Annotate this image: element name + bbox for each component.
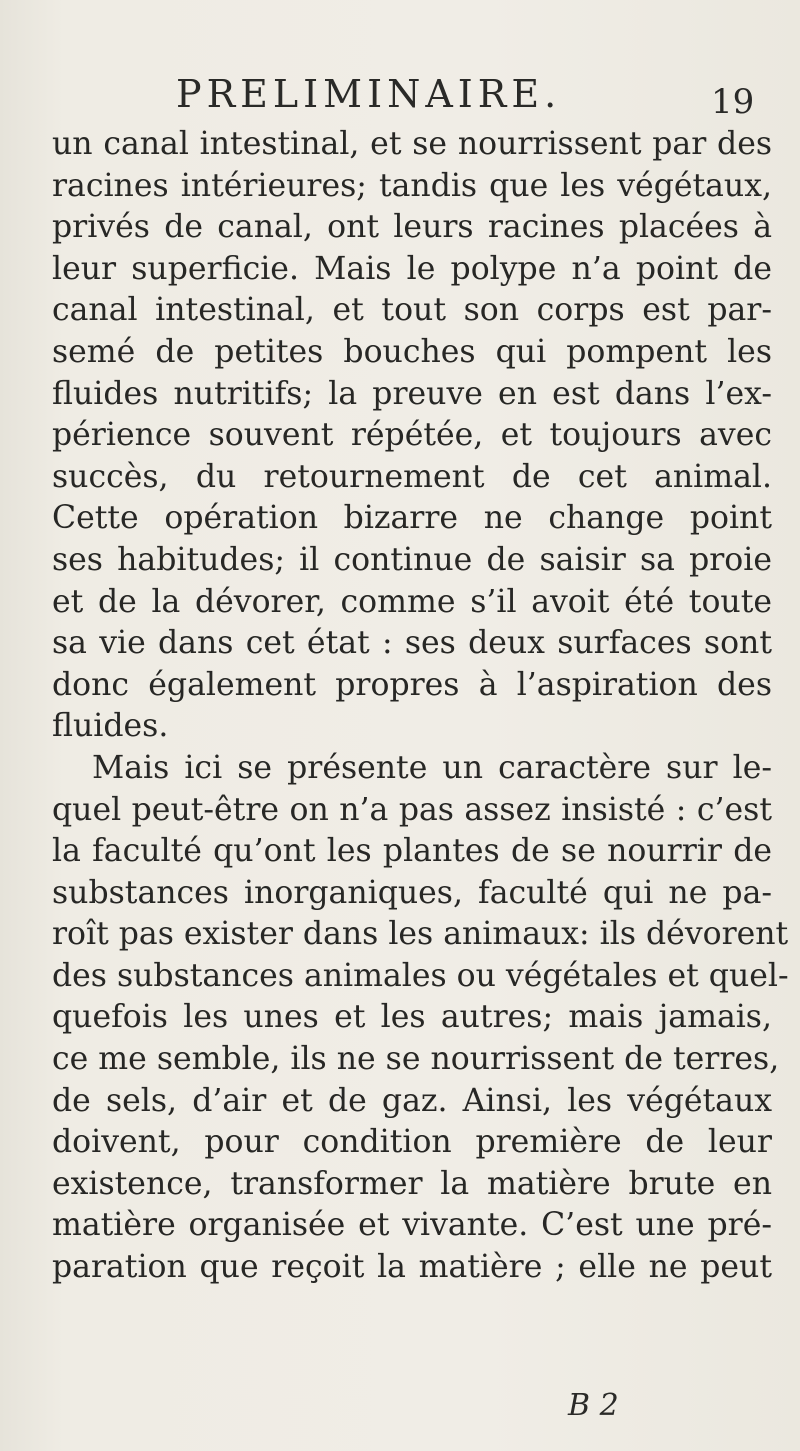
text-line: privés de canal, ont leurs racines placées à <box>52 209 772 246</box>
text-line: matière organisée et vivante. C’est une pré- <box>52 1207 772 1244</box>
running-title: PRELIMINAIRE. <box>176 72 562 116</box>
text-line: de sels, d’air et de gaz. Ainsi, les végétaux <box>52 1082 772 1119</box>
text-line: leur superficie. Mais le polype n’a point de <box>52 250 772 287</box>
text-line: roît pas exister dans les animaux: ils dévorent <box>52 916 789 953</box>
text-line: des substances animales ou végétales et quel- <box>52 957 789 994</box>
text-line: ce me semble, ils ne se nourrissent de terres, <box>52 1041 780 1078</box>
text-line: Mais ici se présente un caractère sur le- <box>92 749 772 786</box>
page-header <box>176 72 755 122</box>
text-line: la faculté qu’ont les plantes de se nourrir de <box>52 833 772 870</box>
text-line: un canal intestinal, et se nourrissent par des <box>52 126 772 162</box>
text-line: périence souvent répétée, et toujours avec <box>52 417 772 454</box>
text-line: semé de petites bouches qui pompent les <box>52 333 772 370</box>
text-line: canal intestinal, et tout son corps est par- <box>52 292 772 329</box>
body-text <box>52 124 789 1289</box>
text-line: ses habitudes; il continue de saisir sa proie <box>52 541 772 578</box>
text-line: donc également propres à l’aspiration des <box>52 666 772 703</box>
page-number: 19 <box>711 82 755 122</box>
text-line: et de la dévorer, comme s’il avoit été toute <box>52 583 772 620</box>
text-line: quel peut-être on n’a pas assez insisté : c’est <box>52 791 772 828</box>
text-line: fluides nutritifs; la preuve en est dans l’ex- <box>52 375 772 412</box>
text-line: fluides. <box>52 708 169 745</box>
signature-mark: B 2 <box>568 1388 619 1423</box>
text-line: racines intérieures; tandis que les végétaux, <box>52 167 772 204</box>
text-line: substances inorganiques, faculté qui ne pa- <box>52 874 772 911</box>
text-line: existence, transformer la matière brute en <box>52 1165 772 1202</box>
text-line: doivent, pour condition première de leur <box>52 1124 772 1161</box>
text-line: succès, du retournement de cet animal. <box>52 458 772 495</box>
text-line: sa vie dans cet état : ses deux surfaces sont <box>52 625 772 662</box>
text-line: Cette opération bizarre ne change point <box>52 500 772 537</box>
text-line: quefois les unes et les autres; mais jamais, <box>52 999 772 1036</box>
text-line: paration que reçoit la matière ; elle ne peut <box>52 1249 772 1286</box>
